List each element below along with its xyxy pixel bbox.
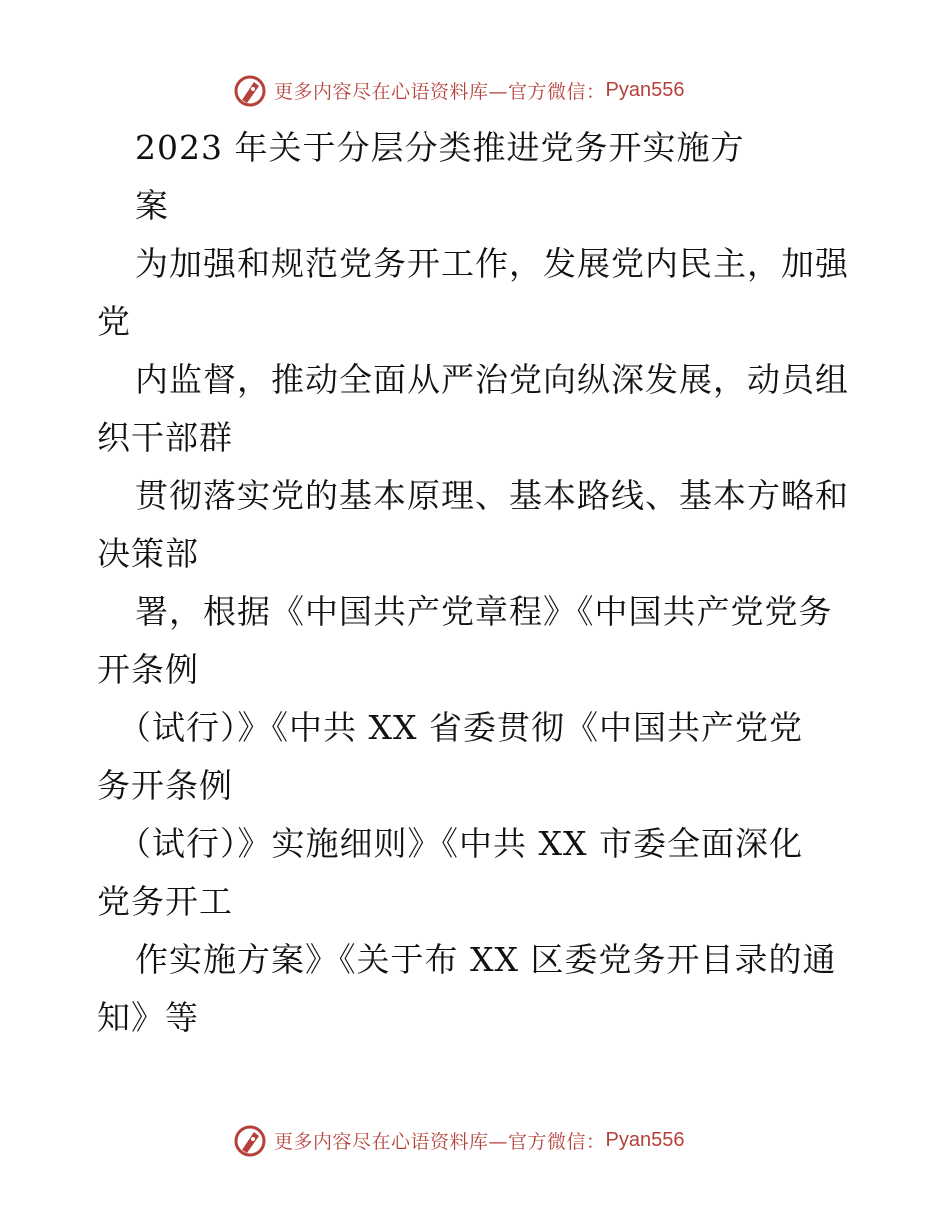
doc-title-line-2: 案 [135,186,169,225]
doc-line: 作实施方案》《关于布 XX 区委党务开目录的通 [135,940,837,979]
doc-line: 开条例 [97,650,199,689]
doc-line: 知》等 [97,998,199,1037]
doc-line: 党 [97,302,131,341]
pen-nib-logo-icon [232,72,268,108]
doc-line: （试行）》《中共 XX 省委贯彻《中国共产党党 [118,708,803,747]
doc-line: 为加强和规范党务开工作，发展党内民主，加强 [135,244,849,283]
doc-title-line-1: 2023 年关于分层分类推进党务开实施方 [135,128,745,167]
doc-line: 署，根据《中国共产党章程》《中国共产党党务 [135,592,833,631]
banner-account: Pyan556 [605,1128,685,1151]
doc-line: 内监督，推动全面从严治党向纵深发展，动员组 [135,360,849,399]
banner-text: 更多内容尽在心语资料库—官方微信： [274,80,606,103]
doc-line: 贯彻落实党的基本原理、基本路线、基本方略和 [135,476,849,515]
doc-line: （试行）》实施细则》《中共 XX 市委全面深化 [118,824,803,863]
banner-account: Pyan556 [605,78,685,101]
pen-nib-logo-icon [232,1122,268,1158]
banner-text: 更多内容尽在心语资料库—官方微信： [274,1130,606,1153]
header-banner [232,72,684,108]
doc-line: 党务开工 [97,882,233,921]
doc-line: 织干部群 [97,418,233,457]
doc-line: 决策部 [97,534,199,573]
doc-line: 务开条例 [97,766,233,805]
footer-banner [232,1122,684,1158]
